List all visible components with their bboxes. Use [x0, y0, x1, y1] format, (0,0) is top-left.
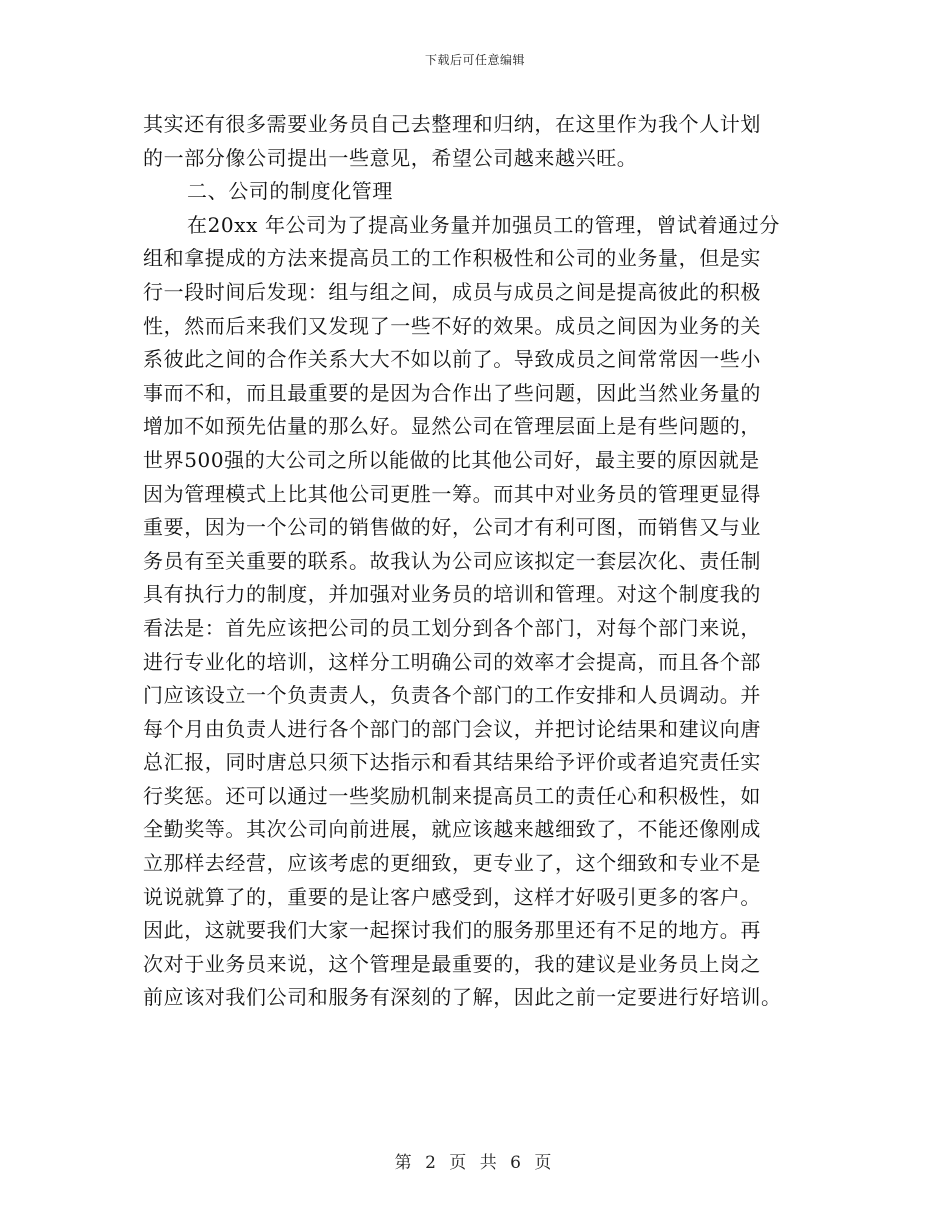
body-line: 行奖惩。还可以通过一些奖励机制来提高员工的责任心和积极性，如 — [143, 783, 761, 808]
body-line: 因此，这就要我们大家一起探讨我们的服务那里还有不足的地方。再 — [143, 918, 761, 943]
body-line: 的一部分像公司提出一些意见，希望公司越来越兴旺。 — [143, 145, 638, 170]
body-line: 因为管理模式上比其他公司更胜一筹。而其中对业务员的管理更显得 — [143, 481, 761, 506]
body-line: 前应该对我们公司和服务有深刻的了解，因此之前一定要进行好培训。 — [143, 985, 782, 1010]
body-line: 重要，因为一个公司的销售做的好，公司才有利可图，而销售又与业 — [143, 515, 761, 540]
document-body — [143, 108, 813, 1015]
body-line: 性，然而后来我们又发现了一些不好的效果。成员之间因为业务的关 — [143, 313, 761, 338]
body-line: 系彼此之间的合作关系大大不如以前了。导致成员之间常常因一些小 — [143, 347, 761, 372]
section-heading: 二、公司的制度化管理 — [187, 179, 393, 204]
page-number-footer: 第 2 页 共 6 页 — [394, 1153, 556, 1173]
body-line: 看法是：首先应该把公司的员工划分到各个部门，对每个部门来说， — [143, 615, 761, 640]
body-line: 组和拿提成的方法来提高员工的工作积极性和公司的业务量，但是实 — [143, 246, 761, 271]
body-line: 每个月由负责人进行各个部门的部门会议，并把讨论结果和建议向唐 — [143, 716, 761, 741]
body-line: 总汇报，同时唐总只须下达指示和看其结果给予评价或者追究责任实 — [143, 750, 761, 775]
page-header: 下载后可任意编辑 — [424, 53, 525, 67]
body-line: 行一段时间后发现：组与组之间，成员与成员之间是提高彼此的积极 — [143, 279, 761, 304]
body-line: 增加不如预先估量的那么好。显然公司在管理层面上是有些问题的， — [143, 414, 761, 439]
body-line: 其实还有很多需要业务员自己去整理和归纳，在这里作为我个人计划 — [143, 112, 761, 136]
body-line: 门应该设立一个负责责人，负责各个部门的工作安排和人员调动。并 — [143, 683, 761, 708]
body-line: 说说就算了的，重要的是让客户感受到，这样才好吸引更多的客户。 — [143, 884, 761, 909]
paragraph-first-line: 在20xx 年公司为了提高业务量并加强员工的管理，曾试着通过分 — [187, 212, 780, 237]
body-line: 具有执行力的制度，并加强对业务员的培训和管理。对这个制度我的 — [143, 582, 761, 607]
body-line: 立那样去经营，应该考虑的更细致，更专业了，这个细致和专业不是 — [143, 851, 761, 876]
body-line: 全勤奖等。其次公司向前进展，就应该越来越细致了，不能还像刚成 — [143, 817, 761, 842]
body-line: 务员有至关重要的联系。故我认为公司应该拟定一套层次化、责任制 — [143, 548, 761, 573]
body-line: 进行专业化的培训，这样分工明确公司的效率才会提高，而且各个部 — [143, 649, 761, 674]
body-line: 世界500强的大公司之所以能做的比其他公司好，最主要的原因就是 — [143, 447, 760, 472]
body-line: 事而不和，而且最重要的是因为合作出了些问题，因此当然业务量的 — [143, 380, 761, 405]
body-line: 次对于业务员来说，这个管理是最重要的，我的建议是业务员上岗之 — [143, 951, 761, 976]
